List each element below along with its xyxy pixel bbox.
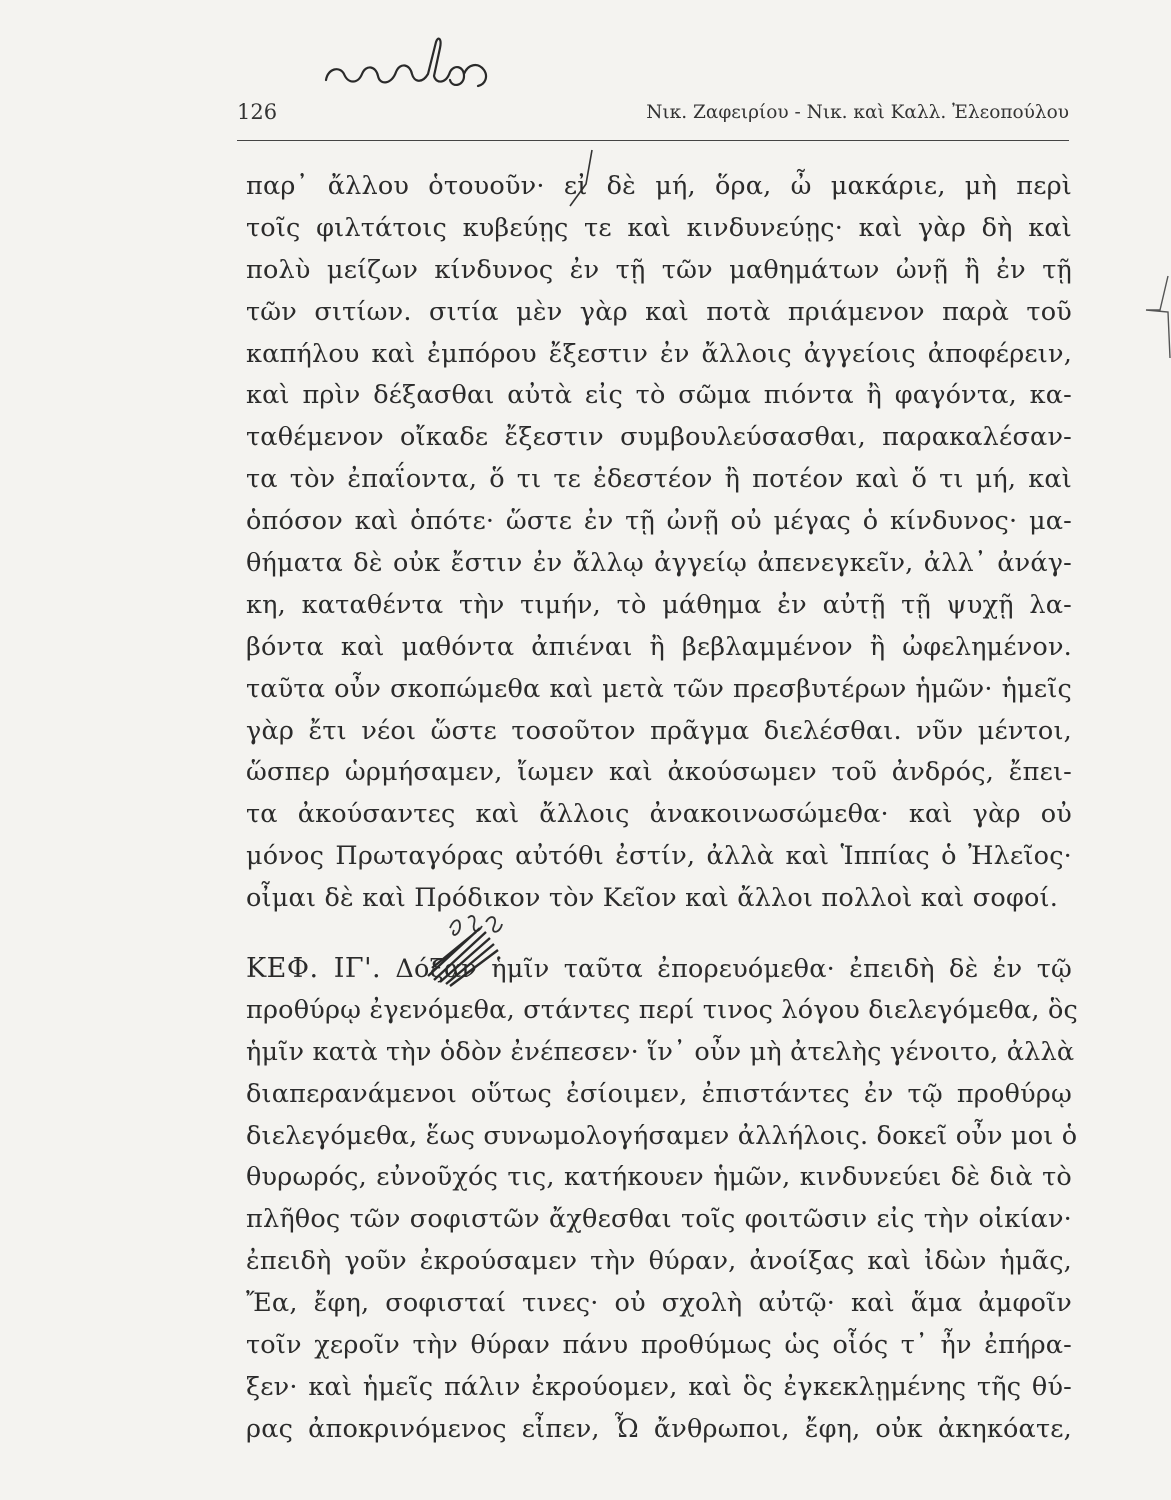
text-line: καὶ πρὶν δέξασθαι αὐτὰ εἰς τὸ σῶμα πιόντα ἢ φαγόντα, κα- <box>246 380 1072 411</box>
text-line: μόνος Πρωταγόρας αὐτόθι ἐστίν, ἀλλὰ καὶ Ἱππίας ὁ Ἠλεῖος· <box>246 841 1072 872</box>
text-line: τοῖν χεροῖν τὴν θύραν πάνυ προθύμως ὡς οἷός τ᾽ ἦν ἐπήρα- <box>246 1330 1072 1361</box>
header-rule <box>237 140 1069 141</box>
text-line: τῶν σιτίων. σιτία μὲν γὰρ καὶ ποτὰ πριάμενον παρὰ τοῦ <box>246 296 1072 327</box>
text-line: πολὺ μείζων κίνδυνος ἐν τῇ τῶν μαθημάτων ὠνῇ ἢ ἐν τῇ <box>246 254 1072 285</box>
running-head <box>237 100 1069 134</box>
text-line: ταθέμενον οἴκαδε ἔξεστιν συμβουλεύσασθαι, παρακαλέσαν- <box>246 422 1072 453</box>
text-line: ἐπειδὴ γοῦν ἐκρούσαμεν τὴν θύραν, ἀνοίξας καὶ ἰδὼν ἡμᾶς, <box>246 1246 1072 1277</box>
text-line: ταῦτα οὖν σκοπώμεθα καὶ μετὰ τῶν πρεσβυτέρων ἡμῶν· ἡμεῖς <box>246 673 1072 704</box>
text-line: οἶμαι δὲ καὶ Πρόδικον τὸν Κεῖον καὶ ἄλλοι πολλοὶ καὶ σοφοί. <box>246 883 1059 914</box>
handwritten-annotation <box>318 28 493 90</box>
text-line: τα τὸν ἐπαΐοντα, ὅ τι τε ἐδεστέον ἢ ποτέον καὶ ὅ τι μή, καὶ <box>246 464 1072 495</box>
text-line: ξεν· καὶ ἡμεῖς πάλιν ἐκρούομεν, καὶ ὃς ἐγκεκλῃμένης τῆς θύ- <box>246 1371 1072 1402</box>
chapter-label: ΚΕΦ. ΙΓ'. <box>246 953 382 985</box>
text-line: παρ᾽ ἄλλου ὁτουοῦν· εἰ δὲ μή, ὅρα, ὦ μακάριε, μὴ περὶ <box>246 171 1072 201</box>
handwritten-scribble <box>420 888 520 988</box>
text-line: διελεγόμεθα, ἕως συνωμολογήσαμεν ἀλλήλοις. δοκεῖ οὖν μοι ὁ <box>246 1120 1078 1151</box>
text-line: θυρωρός, εὐνοῦχός τις, κατήκουεν ἡμῶν, κινδυνεύει δὲ διὰ τὸ <box>246 1162 1072 1193</box>
text-line: προθύρῳ ἐγενόμεθα, στάντες περί τινος λόγου διελεγόμεθα, ὃς <box>246 994 1078 1025</box>
text-line: ἡμῖν κατὰ τὴν ὁδὸν ἐνέπεσεν· ἵν᾽ οὖν μὴ ἀτελὴς γένοιτο, ἀλλὰ <box>246 1036 1075 1067</box>
text-line: καπήλου καὶ ἐμπόρου ἔξεστιν ἐν ἄλλοις ἀγγείοις ἀποφέρειν, <box>246 338 1072 369</box>
text-line: ρας ἀποκρινόμενος εἶπεν, Ὦ ἄνθρωποι, ἔφη, οὐκ ἀκηκόατε, <box>246 1413 1072 1444</box>
chapter-first-line-text: Δόξαν ἡμῖν ταῦτα ἐπορευόμεθα· ἐπειδὴ δὲ ἐν τῷ <box>381 954 1072 985</box>
text-line: γὰρ ἔτι νέοι ὥστε τοσοῦτον πρᾶγμα διελέσθαι. νῦν μέντοι, <box>246 715 1072 746</box>
text-line: βόντα καὶ μαθόντα ἀπιέναι ἢ βεβλαμμένον ἢ ὠφελημένον. <box>246 631 1072 662</box>
text-line: θήματα δὲ οὐκ ἔστιν ἐν ἄλλῳ ἀγγείῳ ἀπενεγκεῖν, ἀλλ᾽ ἀνάγ- <box>246 548 1072 579</box>
chapter-first-line <box>246 948 1072 990</box>
chapter-gap <box>246 920 1072 948</box>
text-line: ὥσπερ ὡρμήσαμεν, ἴωμεν καὶ ἀκούσωμεν τοῦ ἀνδρός, ἔπει- <box>246 757 1072 788</box>
text-line: τοῖς φιλτάτοις κυβεύῃς τε καὶ κινδυνεύῃς· καὶ γὰρ δὴ καὶ <box>246 212 1072 243</box>
page-number: 126 <box>237 100 278 124</box>
text-line: ὁπόσον καὶ ὁπότε· ὥστε ἐν τῇ ὠνῇ οὐ μέγας ὁ κίνδυνος· μα- <box>246 506 1072 537</box>
text-line: πλῆθος τῶν σοφιστῶν ἄχθεσθαι τοῖς φοιτῶσιν εἰς τὴν οἰκίαν· <box>246 1204 1072 1235</box>
header-title: Νικ. Ζαφειρίου - Νικ. καὶ Καλλ. Ἐλεοπούλου <box>646 102 1069 123</box>
text-line: τα ἀκούσαντες καὶ ἄλλοις ἀνακοινωσώμεθα· καὶ γὰρ οὐ <box>246 799 1072 830</box>
text-line: διαπερανάμενοι οὕτως ἐσίοιμεν, ἐπιστάντες ἐν τῷ προθύρῳ <box>246 1078 1072 1109</box>
margin-pen-mark <box>1140 270 1171 360</box>
text-line: Ἔα, ἔφη, σοφισταί τινες· οὐ σχολὴ αὐτῷ· καὶ ἅμα ἀμφοῖν <box>246 1288 1072 1319</box>
body-text <box>246 166 1078 1451</box>
text-line: κη, καταθέντα τὴν τιμήν, τὸ μάθημα ἐν αὐτῇ τῇ ψυχῇ λα- <box>246 589 1072 620</box>
